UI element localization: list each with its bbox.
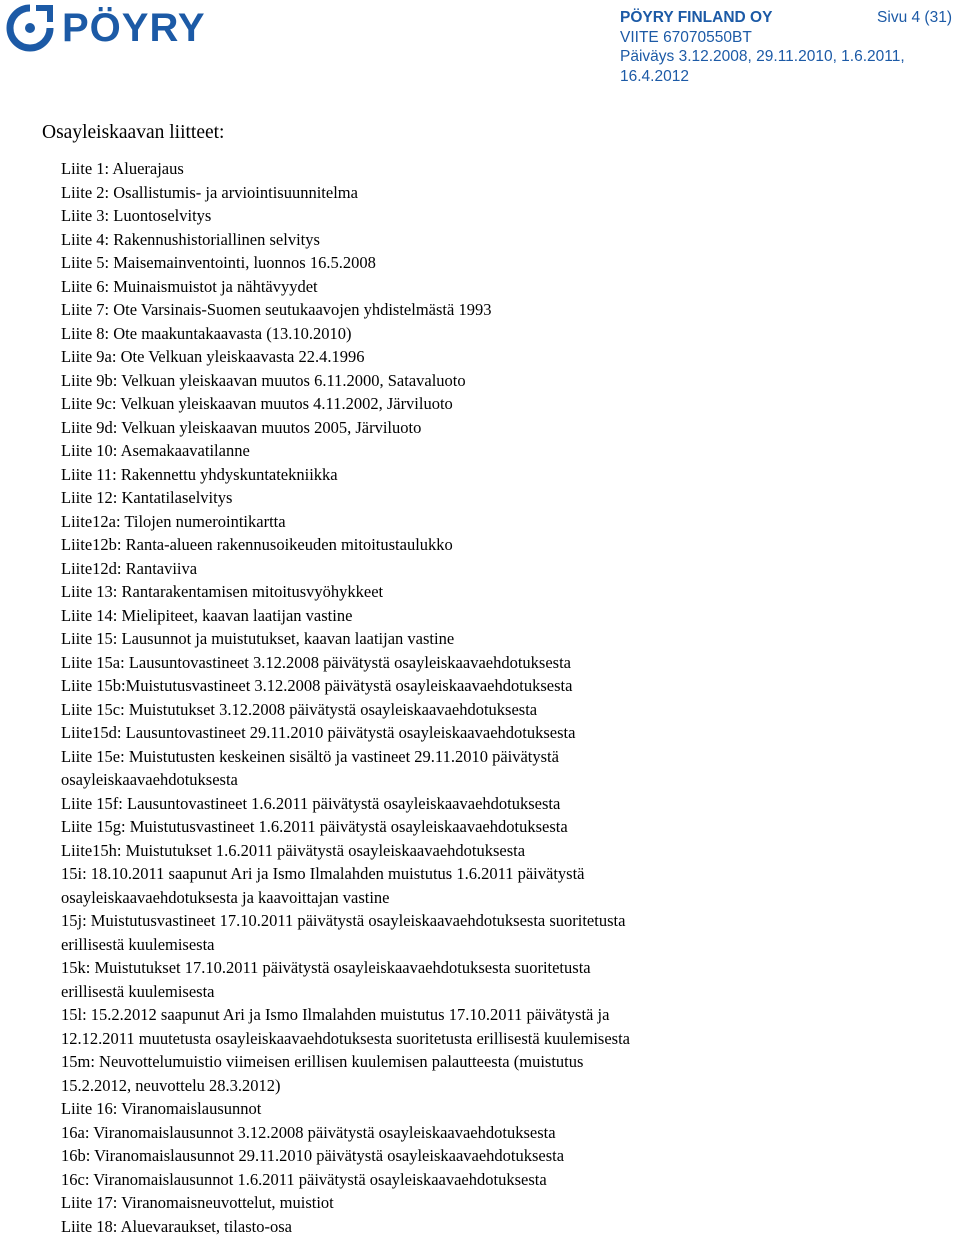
appendix-line: Liite 15f: Lausuntovastineet 1.6.2011 päivätystä osayleiskaavaehdotuksesta bbox=[61, 792, 951, 816]
appendix-line: 12.12.2011 muutetusta osayleiskaavaehdotuksesta suoritetusta erillisestä kuulemisesta bbox=[61, 1027, 951, 1051]
appendix-line: Liite 9c: Velkuan yleiskaavan muutos 4.11.2002, Järviluoto bbox=[61, 392, 951, 416]
document-reference: VIITE 67070550BT bbox=[620, 28, 956, 48]
appendix-line: Liite 3: Luontoselvitys bbox=[61, 204, 951, 228]
appendix-line: 15l: 15.2.2012 saapunut Ari ja Ismo Ilmalahden muistutus 17.10.2011 päivätystä ja bbox=[61, 1003, 951, 1027]
appendix-line: Liite 16: Viranomaislausunnot bbox=[61, 1097, 951, 1121]
appendix-line: Liite 15g: Muistutusvastineet 1.6.2011 päivätystä osayleiskaavaehdotuksesta bbox=[61, 815, 951, 839]
appendix-line: Liite15d: Lausuntovastineet 29.11.2010 päivätystä osayleiskaavaehdotuksesta bbox=[61, 721, 951, 745]
appendix-line: Liite15h: Muistutukset 1.6.2011 päivätystä osayleiskaavaehdotuksesta bbox=[61, 839, 951, 863]
document-dates: Päiväys 3.12.2008, 29.11.2010, 1.6.2011, bbox=[620, 47, 956, 67]
appendix-line: Liite 15a: Lausuntovastineet 3.12.2008 päivätystä osayleiskaavaehdotuksesta bbox=[61, 651, 951, 675]
appendix-line: Liite 6: Muinaismuistot ja nähtävyydet bbox=[61, 275, 951, 299]
appendix-line: osayleiskaavaehdotuksesta ja kaavoittajan vastine bbox=[61, 886, 951, 910]
appendix-line: 15m: Neuvottelumuistio viimeisen erillisen kuulemisen palautteesta (muistutus bbox=[61, 1050, 951, 1074]
appendix-list bbox=[61, 157, 951, 1238]
appendix-line: Liite 7: Ote Varsinais-Suomen seutukaavojen yhdistelmästä 1993 bbox=[61, 298, 951, 322]
logo-wordmark: PÖYRY bbox=[62, 4, 206, 52]
appendix-line: Liite 5: Maisemainventointi, luonnos 16.5.2008 bbox=[61, 251, 951, 275]
appendix-line: Liite 1: Aluerajaus bbox=[61, 157, 951, 181]
document-header bbox=[620, 8, 956, 86]
appendix-line: Liite 15b:Muistutusvastineet 3.12.2008 päivätystä osayleiskaavaehdotuksesta bbox=[61, 674, 951, 698]
appendix-line: 16c: Viranomaislausunnot 1.6.2011 päivätystä osayleiskaavaehdotuksesta bbox=[61, 1168, 951, 1192]
company-logo bbox=[6, 4, 206, 52]
appendix-line: 15.2.2012, neuvottelu 28.3.2012) bbox=[61, 1074, 951, 1098]
appendix-line: Liite 18: Aluevaraukset, tilasto-osa bbox=[61, 1215, 951, 1238]
appendix-line: Liite 12: Kantatilaselvitys bbox=[61, 486, 951, 510]
appendix-line: Liite12d: Rantaviiva bbox=[61, 557, 951, 581]
appendix-line: Liite 10: Asemakaavatilanne bbox=[61, 439, 951, 463]
appendix-line: Liite 9d: Velkuan yleiskaavan muutos 2005, Järviluoto bbox=[61, 416, 951, 440]
appendix-line: erillisestä kuulemisesta bbox=[61, 980, 951, 1004]
appendix-line: Liite12b: Ranta-alueen rakennusoikeuden mitoitustaulukko bbox=[61, 533, 951, 557]
appendix-line: Liite 9a: Ote Velkuan yleiskaavasta 22.4.1996 bbox=[61, 345, 951, 369]
appendix-line: Liite 14: Mielipiteet, kaavan laatijan vastine bbox=[61, 604, 951, 628]
appendix-line: 16b: Viranomaislausunnot 29.11.2010 päivätystä osayleiskaavaehdotuksesta bbox=[61, 1144, 951, 1168]
appendix-line: Liite 8: Ote maakuntakaavasta (13.10.2010) bbox=[61, 322, 951, 346]
appendix-line: Liite 13: Rantarakentamisen mitoitusvyöhykkeet bbox=[61, 580, 951, 604]
appendix-line: Liite 9b: Velkuan yleiskaavan muutos 6.11.2000, Satavaluoto bbox=[61, 369, 951, 393]
appendix-line: osayleiskaavaehdotuksesta bbox=[61, 768, 951, 792]
appendix-line: 15k: Muistutukset 17.10.2011 päivätystä osayleiskaavaehdotuksesta suoritetusta bbox=[61, 956, 951, 980]
page-number: Sivu 4 (31) bbox=[877, 8, 952, 28]
section-title: Osayleiskaavan liitteet: bbox=[42, 122, 224, 144]
appendix-line: Liite 2: Osallistumis- ja arviointisuunnitelma bbox=[61, 181, 951, 205]
appendix-line: 16a: Viranomaislausunnot 3.12.2008 päivätystä osayleiskaavaehdotuksesta bbox=[61, 1121, 951, 1145]
appendix-line: 15i: 18.10.2011 saapunut Ari ja Ismo Ilmalahden muistutus 1.6.2011 päivätystä bbox=[61, 862, 951, 886]
logo-mark-icon bbox=[6, 4, 54, 52]
appendix-line: 15j: Muistutusvastineet 17.10.2011 päivätystä osayleiskaavaehdotuksesta suoritetusta bbox=[61, 909, 951, 933]
appendix-line: Liite12a: Tilojen numerointikartta bbox=[61, 510, 951, 534]
appendix-line: Liite 17: Viranomaisneuvottelut, muistiot bbox=[61, 1191, 951, 1215]
appendix-line: Liite 15: Lausunnot ja muistutukset, kaavan laatijan vastine bbox=[61, 627, 951, 651]
appendix-line: erillisestä kuulemisesta bbox=[61, 933, 951, 957]
appendix-line: Liite 15e: Muistutusten keskeinen sisältö ja vastineet 29.11.2010 päivätystä bbox=[61, 745, 951, 769]
company-name: PÖYRY FINLAND OY bbox=[620, 8, 956, 28]
appendix-line: Liite 4: Rakennushistoriallinen selvitys bbox=[61, 228, 951, 252]
appendix-line: Liite 15c: Muistutukset 3.12.2008 päivätystä osayleiskaavaehdotuksesta bbox=[61, 698, 951, 722]
appendix-line: Liite 11: Rakennettu yhdyskuntatekniikka bbox=[61, 463, 951, 487]
document-dates-continued: 16.4.2012 bbox=[620, 67, 956, 87]
